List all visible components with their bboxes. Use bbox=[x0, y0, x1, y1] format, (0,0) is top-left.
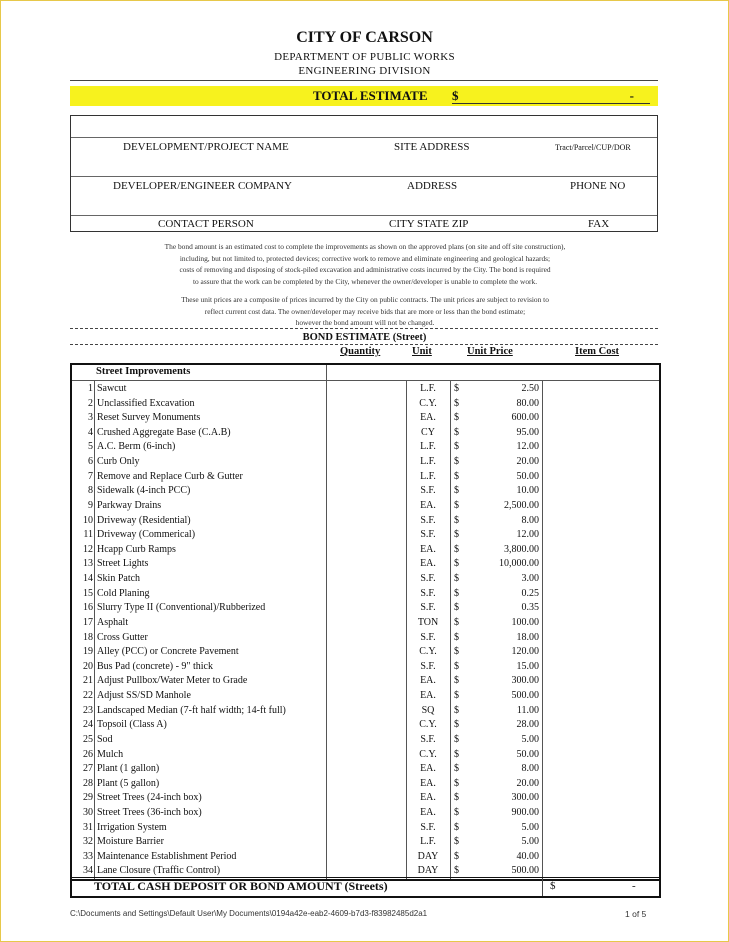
item-unit: EA. bbox=[420, 543, 436, 555]
item-dollar-sign: $ bbox=[454, 777, 459, 789]
item-number: 21 bbox=[83, 675, 93, 687]
page-number: 1 of 5 bbox=[625, 909, 647, 919]
item-dollar-sign: $ bbox=[454, 836, 459, 848]
item-description: Skin Patch bbox=[97, 573, 141, 585]
item-description: Alley (PCC) or Concrete Pavement bbox=[97, 646, 239, 658]
item-dollar-sign: $ bbox=[454, 690, 459, 702]
item-description: Reset Survey Monuments bbox=[97, 412, 201, 424]
item-description: Slurry Type II (Conventional)/Rubberized bbox=[97, 602, 266, 614]
item-number: 11 bbox=[83, 529, 93, 541]
item-description: Street Trees (36-inch box) bbox=[97, 806, 202, 818]
item-number: 17 bbox=[83, 616, 93, 628]
item-description: Sod bbox=[97, 733, 113, 745]
item-unit: EA. bbox=[420, 777, 436, 789]
item-dollar-sign: $ bbox=[454, 631, 459, 643]
col-unit-price: Unit Price bbox=[467, 346, 513, 357]
city-state-zip-label: CITY STATE ZIP bbox=[389, 218, 469, 230]
phone-label: PHONE NO bbox=[570, 180, 626, 192]
item-dollar-sign: $ bbox=[454, 733, 459, 745]
item-description: Driveway (Commerical) bbox=[97, 529, 196, 541]
item-unit: DAY bbox=[417, 850, 439, 862]
item-description: Mulch bbox=[97, 748, 124, 760]
item-unit: SQ bbox=[421, 704, 435, 716]
item-dollar-sign: $ bbox=[454, 441, 459, 453]
table-row bbox=[72, 645, 659, 660]
item-unit-price: 500.00 bbox=[511, 865, 539, 877]
item-unit-price: 8.00 bbox=[521, 763, 539, 775]
col-item-cost: Item Cost bbox=[575, 346, 620, 357]
item-number: 18 bbox=[83, 631, 93, 643]
item-description: Moisture Barrier bbox=[97, 836, 164, 848]
total-bond-divider bbox=[542, 878, 543, 896]
item-dollar-sign: $ bbox=[454, 850, 459, 862]
item-dollar-sign: $ bbox=[454, 748, 459, 760]
item-unit: CY bbox=[421, 426, 435, 438]
item-dollar-sign: $ bbox=[454, 573, 459, 585]
item-number: 16 bbox=[83, 602, 93, 614]
dashed-divider bbox=[70, 328, 658, 329]
item-number: 31 bbox=[83, 821, 93, 833]
item-unit-price: 2.50 bbox=[521, 383, 539, 394]
table-row bbox=[72, 616, 659, 631]
bond-items-table bbox=[70, 363, 661, 881]
item-dollar-sign: $ bbox=[454, 704, 459, 716]
total-estimate-dollar: $ bbox=[452, 88, 459, 103]
item-dollar-sign: $ bbox=[454, 763, 459, 775]
item-unit: S.F. bbox=[420, 587, 436, 599]
total-bond-bar bbox=[70, 877, 661, 898]
disclaimer-line: costs of removing and disposing of stock-piled excavation and administrative costs incurred by the City. The bond is required bbox=[179, 265, 551, 275]
item-unit-price: 900.00 bbox=[511, 806, 539, 818]
disclaimer-line: The bond amount is an estimated cost to complete the improvements as shown on the approved plans (on site and off site construction), bbox=[164, 242, 566, 251]
item-description: Adjust SS/SD Manhole bbox=[97, 690, 191, 702]
address-label: ADDRESS bbox=[407, 180, 458, 192]
item-dollar-sign: $ bbox=[454, 616, 459, 628]
section-divider bbox=[326, 365, 327, 381]
item-unit-price: 10.00 bbox=[516, 485, 539, 497]
item-number: 10 bbox=[83, 514, 93, 526]
table-row bbox=[72, 733, 659, 748]
item-unit-price: 50.00 bbox=[516, 470, 539, 482]
item-unit: L.F. bbox=[420, 470, 436, 482]
item-unit-price: 20.00 bbox=[516, 456, 539, 468]
table-row bbox=[72, 543, 659, 558]
city-title: CITY OF CARSON bbox=[296, 29, 433, 46]
table-row bbox=[72, 762, 659, 777]
table-row bbox=[72, 674, 659, 689]
table-row bbox=[72, 499, 659, 514]
item-unit-price: 80.00 bbox=[516, 397, 539, 409]
item-unit: EA. bbox=[420, 690, 436, 702]
item-number: 6 bbox=[88, 456, 93, 468]
header-divider bbox=[70, 80, 658, 81]
table-row bbox=[72, 557, 659, 572]
item-dollar-sign: $ bbox=[454, 587, 459, 599]
disclaimer-line: reflect current cost data. The owner/developer may receive bids that are more or less than the bond estimate; bbox=[204, 306, 526, 316]
contact-label: CONTACT PERSON bbox=[158, 218, 254, 230]
table-row bbox=[72, 791, 659, 806]
item-description: Remove and Replace Curb & Gutter bbox=[97, 470, 243, 482]
item-description: Adjust Pullbox/Water Meter to Grade bbox=[97, 675, 248, 687]
item-unit-price: 95.00 bbox=[516, 426, 539, 438]
item-description: Maintenance Establishment Period bbox=[97, 850, 237, 862]
item-unit: EA. bbox=[420, 806, 436, 818]
division-title: ENGINEERING DIVISION bbox=[298, 65, 431, 77]
item-description: Parkway Drains bbox=[97, 499, 162, 511]
section-street-improvements: Street Improvements bbox=[96, 366, 191, 377]
item-number: 1 bbox=[88, 383, 93, 394]
item-dollar-sign: $ bbox=[454, 514, 459, 526]
disclaimer-paragraph-1 bbox=[100, 241, 630, 287]
item-description: A.C. Berm (6-inch) bbox=[97, 441, 176, 453]
item-unit-price: 10,000.00 bbox=[499, 558, 539, 570]
item-unit: EA. bbox=[420, 499, 436, 511]
item-number: 7 bbox=[88, 470, 93, 482]
item-description: Bus Pad (concrete) - 9" thick bbox=[97, 660, 213, 672]
disclaimer-line: These unit prices are a composite of prices incurred by the City on public contracts. The unit prices are subject to revision to bbox=[181, 295, 549, 304]
item-unit: EA. bbox=[420, 763, 436, 775]
item-dollar-sign: $ bbox=[454, 865, 459, 877]
item-number: 30 bbox=[83, 806, 93, 818]
item-dollar-sign: $ bbox=[454, 719, 459, 731]
item-dollar-sign: $ bbox=[454, 485, 459, 497]
item-description: Unclassified Excavation bbox=[97, 397, 195, 409]
total-bond-label: TOTAL CASH DEPOSIT OR BOND AMOUNT (Streets) bbox=[94, 879, 388, 893]
item-unit-price: 5.00 bbox=[521, 821, 539, 833]
item-unit: EA. bbox=[420, 792, 436, 804]
table-row bbox=[72, 689, 659, 704]
item-unit: C.Y. bbox=[419, 748, 437, 760]
item-dollar-sign: $ bbox=[454, 426, 459, 438]
item-description: Hcapp Curb Ramps bbox=[97, 543, 176, 555]
item-unit: EA. bbox=[420, 412, 436, 424]
item-unit-price: 18.00 bbox=[516, 631, 539, 643]
item-number: 13 bbox=[83, 558, 93, 570]
item-description: Cross Gutter bbox=[97, 631, 148, 643]
table-row bbox=[72, 601, 659, 616]
item-unit: S.F. bbox=[420, 602, 436, 614]
item-unit: L.F. bbox=[420, 441, 436, 453]
item-dollar-sign: $ bbox=[454, 543, 459, 555]
item-number: 20 bbox=[83, 660, 93, 672]
item-dollar-sign: $ bbox=[454, 412, 459, 424]
item-unit: S.F. bbox=[420, 573, 436, 585]
item-unit-price: 0.35 bbox=[521, 602, 539, 614]
item-unit-price: 8.00 bbox=[521, 514, 539, 526]
fax-label: FAX bbox=[588, 218, 610, 230]
item-unit-price: 28.00 bbox=[516, 719, 539, 731]
item-unit-price: 0.25 bbox=[521, 587, 539, 599]
item-description: Irrigation System bbox=[97, 821, 167, 833]
item-unit: S.F. bbox=[420, 514, 436, 526]
item-unit: EA. bbox=[420, 558, 436, 570]
file-path: C:\Documents and Settings\Default User\My Documents\0194a42e-eab2-4609-b7d3-f83982485d2a1 bbox=[70, 909, 428, 918]
item-unit: C.Y. bbox=[419, 719, 437, 731]
table-row bbox=[72, 777, 659, 792]
item-unit-price: 12.00 bbox=[516, 529, 539, 541]
item-description: Cold Planing bbox=[97, 587, 150, 599]
item-description: Asphalt bbox=[97, 616, 129, 628]
item-number: 29 bbox=[83, 792, 93, 804]
item-dollar-sign: $ bbox=[454, 806, 459, 818]
item-number: 8 bbox=[88, 485, 93, 497]
item-unit: S.F. bbox=[420, 529, 436, 541]
table-row bbox=[72, 572, 659, 587]
item-unit: C.Y. bbox=[419, 397, 437, 409]
item-dollar-sign: $ bbox=[454, 675, 459, 687]
total-bond-dollar: $ bbox=[550, 880, 556, 892]
dashed-divider bbox=[70, 344, 658, 345]
item-unit-price: 300.00 bbox=[511, 675, 539, 687]
developer-label: DEVELOPER/ENGINEER COMPANY bbox=[113, 180, 292, 192]
item-dollar-sign: $ bbox=[454, 792, 459, 804]
table-row bbox=[72, 528, 659, 543]
item-unit-price: 50.00 bbox=[516, 748, 539, 760]
item-dollar-sign: $ bbox=[454, 821, 459, 833]
item-description: Driveway (Residential) bbox=[97, 514, 191, 526]
info-line bbox=[71, 215, 657, 216]
table-row bbox=[72, 850, 659, 865]
item-number: 23 bbox=[83, 704, 93, 716]
item-number: 28 bbox=[83, 777, 93, 789]
item-unit-price: 100.00 bbox=[511, 616, 539, 628]
item-description: Curb Only bbox=[97, 456, 140, 468]
item-description: Plant (5 gallon) bbox=[97, 777, 160, 789]
table-row bbox=[72, 514, 659, 529]
table-row bbox=[72, 631, 659, 646]
item-number: 4 bbox=[88, 426, 93, 438]
item-unit: L.F. bbox=[420, 836, 436, 848]
item-description: Sawcut bbox=[97, 383, 127, 394]
item-unit-price: 5.00 bbox=[521, 836, 539, 848]
item-unit-price: 40.00 bbox=[516, 850, 539, 862]
bond-estimate-title: BOND ESTIMATE (Street) bbox=[302, 332, 427, 343]
item-dollar-sign: $ bbox=[454, 558, 459, 570]
item-unit: C.Y. bbox=[419, 646, 437, 658]
item-unit-price: 12.00 bbox=[516, 441, 539, 453]
table-row bbox=[72, 484, 659, 499]
item-number: 19 bbox=[83, 646, 93, 658]
item-number: 32 bbox=[83, 836, 93, 848]
item-unit-price: 500.00 bbox=[511, 690, 539, 702]
table-row bbox=[72, 426, 659, 441]
table-row bbox=[72, 821, 659, 836]
item-number: 3 bbox=[88, 412, 93, 424]
item-number: 27 bbox=[83, 763, 93, 775]
item-dollar-sign: $ bbox=[454, 470, 459, 482]
col-unit: Unit bbox=[412, 346, 432, 357]
item-dollar-sign: $ bbox=[454, 529, 459, 541]
item-description: Crushed Aggregate Base (C.A.B) bbox=[97, 426, 231, 438]
tract-label: Tract/Parcel/CUP/DOR bbox=[555, 143, 631, 152]
item-dollar-sign: $ bbox=[454, 397, 459, 409]
table-row bbox=[72, 397, 659, 412]
item-unit: L.F. bbox=[420, 383, 436, 394]
item-unit: L.F. bbox=[420, 456, 436, 468]
item-unit: S.F. bbox=[420, 631, 436, 643]
site-address-label: SITE ADDRESS bbox=[394, 141, 470, 153]
table-row bbox=[72, 704, 659, 719]
item-unit: EA. bbox=[420, 675, 436, 687]
project-info-box bbox=[70, 115, 658, 232]
disclaimer-line: to assure that the work can be completed by the City, whenever the owner/developer is unable to complete the work. bbox=[192, 276, 538, 286]
item-dollar-sign: $ bbox=[454, 456, 459, 468]
table-row bbox=[72, 835, 659, 850]
total-estimate-value: - bbox=[629, 88, 634, 103]
item-number: 15 bbox=[83, 587, 93, 599]
total-estimate-label: TOTAL ESTIMATE bbox=[313, 88, 428, 103]
table-row bbox=[72, 382, 659, 397]
section-underline bbox=[72, 380, 659, 381]
item-number: 34 bbox=[83, 865, 93, 877]
table-row bbox=[72, 806, 659, 821]
info-line bbox=[71, 176, 657, 177]
table-row bbox=[72, 455, 659, 470]
disclaimer-line: including, but not limited to, protected devices; corrective work to remove and eliminate engineering and geological hazards; bbox=[179, 253, 551, 263]
item-number: 5 bbox=[88, 441, 93, 453]
table-row bbox=[72, 660, 659, 675]
item-unit-price: 300.00 bbox=[511, 792, 539, 804]
item-unit-price: 20.00 bbox=[516, 777, 539, 789]
item-description: Lane Closure (Traffic Control) bbox=[97, 865, 221, 877]
item-dollar-sign: $ bbox=[454, 660, 459, 672]
item-unit-price: 120.00 bbox=[511, 646, 539, 658]
item-dollar-sign: $ bbox=[454, 499, 459, 511]
table-row bbox=[72, 587, 659, 602]
table-row bbox=[72, 411, 659, 426]
disclaimer-line: however the bond amount will not be changed. bbox=[295, 318, 435, 328]
item-number: 14 bbox=[83, 573, 93, 585]
project-name-label: DEVELOPMENT/PROJECT NAME bbox=[123, 141, 289, 153]
item-unit: TON bbox=[417, 616, 439, 628]
item-unit-price: 5.00 bbox=[521, 733, 539, 745]
item-unit: S.F. bbox=[420, 733, 436, 745]
item-unit: S.F. bbox=[420, 485, 436, 497]
item-description: Topsoil (Class A) bbox=[97, 719, 167, 731]
item-number: 26 bbox=[83, 748, 93, 760]
item-description: Street Lights bbox=[97, 558, 149, 570]
total-bond-value: - bbox=[632, 880, 636, 892]
item-number: 22 bbox=[83, 690, 93, 702]
item-description: Street Trees (24-inch box) bbox=[97, 792, 202, 804]
table-row bbox=[72, 718, 659, 733]
item-unit-price: 3,800.00 bbox=[504, 543, 539, 555]
table-row bbox=[72, 748, 659, 763]
item-number: 9 bbox=[88, 499, 93, 511]
item-unit-price: 2,500.00 bbox=[504, 499, 539, 511]
item-unit-price: 11.00 bbox=[516, 704, 539, 716]
item-unit-price: 3.00 bbox=[521, 573, 539, 585]
table-row bbox=[72, 440, 659, 455]
table-row bbox=[72, 470, 659, 485]
item-number: 33 bbox=[83, 850, 93, 862]
item-description: Landscaped Median (7-ft half width; 14-ft full) bbox=[97, 704, 286, 716]
item-dollar-sign: $ bbox=[454, 646, 459, 658]
item-unit: DAY bbox=[417, 865, 439, 877]
item-unit: S.F. bbox=[420, 821, 436, 833]
disclaimer-paragraph-2 bbox=[100, 294, 630, 329]
department-title: DEPARTMENT OF PUBLIC WORKS bbox=[274, 51, 455, 63]
item-number: 12 bbox=[83, 543, 93, 555]
item-dollar-sign: $ bbox=[454, 602, 459, 614]
info-line bbox=[71, 137, 657, 138]
total-estimate-field[interactable] bbox=[452, 88, 650, 104]
item-unit: S.F. bbox=[420, 660, 436, 672]
item-unit-price: 600.00 bbox=[511, 412, 539, 424]
item-description: Sidewalk (4-inch PCC) bbox=[97, 485, 191, 497]
col-quantity: Quantity bbox=[340, 346, 381, 357]
item-description: Plant (1 gallon) bbox=[97, 763, 160, 775]
item-number: 2 bbox=[88, 397, 93, 409]
item-dollar-sign: $ bbox=[454, 383, 459, 394]
item-number: 25 bbox=[83, 733, 93, 745]
item-number: 24 bbox=[83, 719, 93, 731]
item-unit-price: 15.00 bbox=[516, 660, 539, 672]
